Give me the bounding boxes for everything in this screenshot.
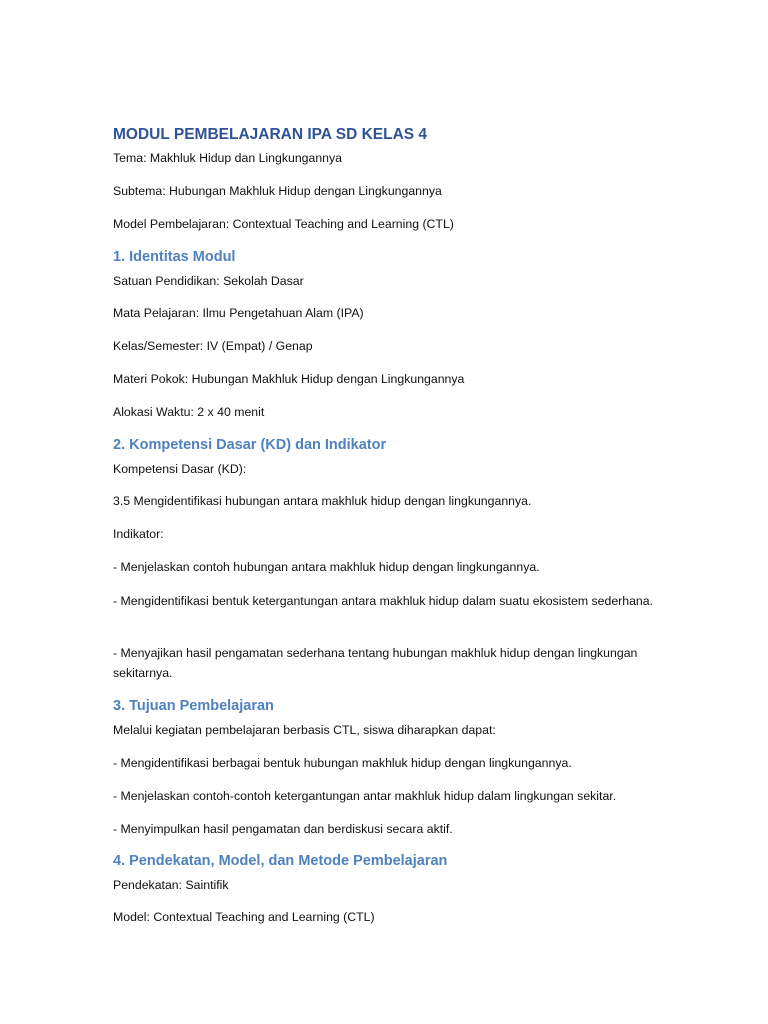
section-3-heading: 3. Tujuan Pembelajaran bbox=[113, 698, 274, 714]
indikator-item: - Menyajikan hasil pengamatan sederhana tentang hubungan makhluk hidup dengan lingkungan sekitarnya. bbox=[113, 646, 638, 680]
kelas-text: Kelas/Semester: IV (Empat) / Genap bbox=[113, 339, 313, 353]
tema-text: Tema: Makhluk Hidup dan Lingkungannya bbox=[113, 151, 343, 165]
model-pembelajaran-text: Model: Contextual Teaching and Learning (CTL) bbox=[113, 910, 375, 924]
indikator-item: - Mengidentifikasi bentuk ketergantungan antara makhluk hidup dalam suatu ekosistem sederhana. bbox=[113, 594, 654, 608]
tujuan-item: - Menyimpulkan hasil pengamatan dan berdiskusi secara aktif. bbox=[113, 822, 453, 836]
section-1-heading: 1. Identitas Modul bbox=[113, 249, 236, 265]
model-text: Model Pembelajaran: Contextual Teaching and Learning (CTL) bbox=[113, 217, 454, 231]
document-title: MODUL PEMBELAJARAN IPA SD KELAS 4 bbox=[113, 126, 428, 143]
materi-text: Materi Pokok: Hubungan Makhluk Hidup dengan Lingkungannya bbox=[113, 372, 465, 386]
section-2-heading: 2. Kompetensi Dasar (KD) dan Indikator bbox=[113, 437, 387, 453]
subtema-text: Subtema: Hubungan Makhluk Hidup dengan Lingkungannya bbox=[113, 184, 442, 198]
kd-label: Kompetensi Dasar (KD): bbox=[113, 462, 247, 476]
pendekatan-text: Pendekatan: Saintifik bbox=[113, 878, 229, 892]
satuan-text: Satuan Pendidikan: Sekolah Dasar bbox=[113, 274, 304, 288]
alokasi-text: Alokasi Waktu: 2 x 40 menit bbox=[113, 405, 265, 419]
tujuan-intro: Melalui kegiatan pembelajaran berbasis CTL, siswa diharapkan dapat: bbox=[113, 723, 496, 737]
mapel-text: Mata Pelajaran: Ilmu Pengetahuan Alam (IPA) bbox=[113, 306, 364, 320]
document-page bbox=[113, 0, 655, 1024]
indikator-item: - Menjelaskan contoh hubungan antara makhluk hidup dengan lingkungannya. bbox=[113, 560, 540, 574]
tujuan-item: - Menjelaskan contoh-contoh ketergantungan antar makhluk hidup dalam lingkungan sekitar. bbox=[113, 789, 617, 803]
tujuan-item: - Mengidentifikasi berbagai bentuk hubungan makhluk hidup dengan lingkungannya. bbox=[113, 756, 572, 770]
indikator-label: Indikator: bbox=[113, 527, 164, 541]
kd-item: 3.5 Mengidentifikasi hubungan antara makhluk hidup dengan lingkungannya. bbox=[113, 494, 532, 508]
section-4-heading: 4. Pendekatan, Model, dan Metode Pembelajaran bbox=[113, 853, 448, 869]
